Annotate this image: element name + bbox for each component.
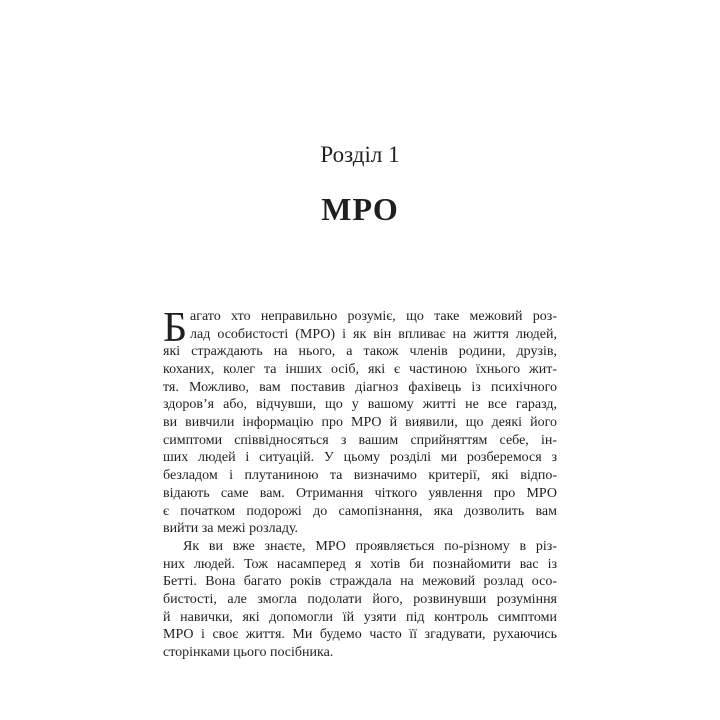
body-line: є початком подорожі до самопізнання, яка дозволить вам xyxy=(163,503,557,519)
body-line: них людей. Тож насамперед я хотів би познайомити вас із xyxy=(163,556,557,572)
body-line: тя. Можливо, вам поставив діагноз фахівець із психічного xyxy=(163,379,557,395)
body-line: МРО і своє життя. Ми будемо часто її згадувати, рухаючись xyxy=(163,627,557,643)
body-line: симптоми співвідносяться з вашим сприйняттям себе, ін- xyxy=(163,432,557,448)
chapter-label: Розділ 1 xyxy=(320,142,400,167)
body-line: ших людей і ситуацій. У цьому розділі ми розберемося з xyxy=(163,450,557,466)
chapter-title: МРО xyxy=(321,190,399,227)
body-line: які страждають на нього, а також членів родини, друзів, xyxy=(163,344,557,360)
body-line: Як ви вже знаєте, МРО проявляється по-різному в різ- xyxy=(183,538,557,554)
body-line: ви вивчили інформацію про МРО й виявили, що деякі його xyxy=(163,415,557,431)
body-line: Бетті. Вона багато років страждала на межовий розлад осо- xyxy=(163,574,557,590)
body-line: коханих, колег та інших осіб, які є частиною їхнього жит- xyxy=(163,362,557,378)
drop-cap: Б xyxy=(163,304,188,351)
text-block xyxy=(163,0,557,662)
body-line: сторінками цього посібника. xyxy=(163,645,334,661)
paragraph xyxy=(163,304,557,538)
body-line: здоров’я або, відчувши, що у вашому житті не все гаразд, xyxy=(163,397,557,413)
body-line: відають саме вам. Отримання чіткого уявлення про МРО xyxy=(163,485,557,501)
body-line: вийти за межі розладу. xyxy=(163,521,299,537)
body-line: агато хто неправильно розуміє, що таке межовий роз- xyxy=(190,308,557,324)
body-text xyxy=(163,304,557,662)
body-line: й навички, які допомогли їй узяти під контроль симптоми xyxy=(163,609,557,625)
body-line: безладом і плутаниною та визначимо критерії, які відпо- xyxy=(163,468,557,484)
paragraph xyxy=(163,538,557,662)
body-line: бистості, але змогла подолати його, розвинувши розуміння xyxy=(163,591,557,607)
body-line: лад особистості (МРО) і як він впливає на життя людей, xyxy=(190,326,557,342)
